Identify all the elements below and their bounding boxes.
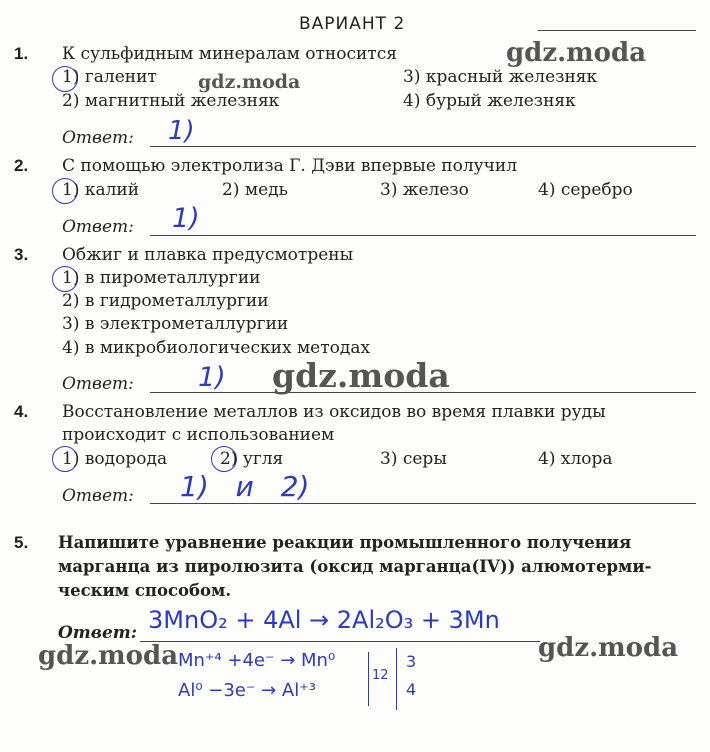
q5-answer-line (140, 641, 540, 642)
question-5-text-line3: ческим способом. (58, 581, 232, 600)
q2-answer-label: Ответ: (62, 217, 134, 237)
q5-balance-lcm: 12 (372, 668, 389, 683)
page-title: ВАРИАНТ 2 (299, 14, 406, 34)
q5-balance-coef1: 3 (406, 652, 417, 671)
q3-option-2: 2) в гидрометаллургии (62, 291, 269, 311)
q1-answer-line (150, 146, 696, 147)
q1-handwritten-answer: 1) (168, 116, 195, 146)
q2-option-1: 1) калий (62, 180, 140, 200)
q5-answer-label: Ответ: (58, 623, 138, 643)
watermark-center: gdz.moda (272, 356, 450, 395)
question-5-text-line2: марганца из пиролюзита (оксид марганца(IV)) алюмотерми- (58, 557, 652, 576)
watermark-small: gdz.moda (198, 71, 301, 93)
question-2-text: С помощью электролиза Г. Дэви впервые получил (62, 156, 518, 176)
question-4-text-line2: происходит с использованием (62, 425, 335, 445)
q1-answer-label: Ответ: (62, 128, 134, 148)
question-3-text: Обжиг и плавка предусмотрены (62, 245, 354, 265)
q1-option-2: 2) магнитный железняк (62, 91, 280, 111)
watermark-bottom-right: gdz.moda (538, 633, 679, 663)
q2-option-4: 4) серебро (538, 180, 633, 200)
watermark-bottom-left: gdz.moda (38, 641, 179, 671)
q3-option-1: 1) в пирометаллургии (62, 268, 261, 288)
q5-balance-line2: Al⁰ −3e⁻ → Al⁺³ (178, 680, 316, 701)
q4-handwritten-answer: 1) и 2) (180, 470, 310, 503)
q4-answer-line (150, 503, 696, 504)
q4-answer-label: Ответ: (62, 486, 134, 506)
q3-option-4: 4) в микробиологических методах (62, 338, 371, 358)
q4-option-2: 2) угля (220, 449, 284, 469)
q5-balance-line1: Mn⁺⁴ +4e⁻ → Mn⁰ (178, 650, 336, 671)
q2-answer-line (150, 235, 696, 236)
q5-handwritten-equation: 3MnO₂ + 4Al → 2Al₂O₃ + 3Mn (148, 606, 500, 634)
balance-divider-2 (396, 648, 397, 710)
question-3-number: 3. (14, 245, 29, 264)
question-4-number: 4. (14, 402, 29, 421)
balance-divider-1 (368, 652, 369, 706)
q2-option-2: 2) медь (222, 180, 288, 200)
q1-option-3: 3) красный железняк (403, 67, 598, 87)
question-5-text-line1: Напишите уравнение реакции промышленного получения (58, 533, 632, 552)
name-line (538, 30, 696, 31)
q4-option-4: 4) хлора (538, 449, 613, 469)
q3-answer-label: Ответ: (62, 374, 134, 394)
q1-option-1: 1) галенит (62, 67, 157, 87)
q2-handwritten-answer: 1) (172, 203, 200, 234)
question-4-text-line1: Восстановление металлов из оксидов во время плавки руды (62, 402, 606, 422)
q3-option-3: 3) в электрометаллургии (62, 314, 289, 334)
q3-handwritten-answer: 1) (198, 362, 226, 393)
question-1-number: 1. (14, 44, 29, 63)
q4-option-3: 3) серы (380, 449, 447, 469)
q4-option-1: 1) водорода (62, 449, 168, 469)
question-5-number: 5. (14, 533, 29, 552)
q1-option-4: 4) бурый железняк (403, 91, 576, 111)
q2-option-3: 3) железо (380, 180, 469, 200)
question-1-text: К сульфидным минералам относится (62, 44, 397, 64)
q5-balance-coef2: 4 (406, 680, 417, 699)
watermark-top-right: gdz.moda (506, 38, 647, 68)
question-2-number: 2. (14, 156, 29, 175)
